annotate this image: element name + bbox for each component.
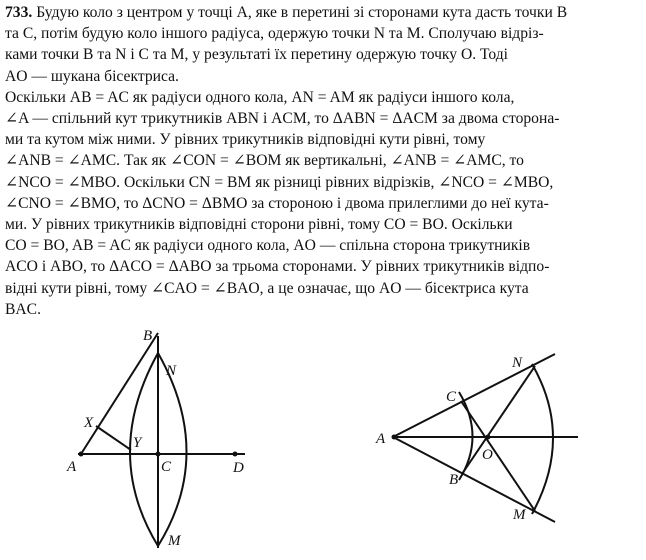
point-o <box>486 435 491 440</box>
text-line-7: ми та кутом між ними. У рівних трикутників відповідні кути рівні, тому <box>5 131 486 149</box>
problem-number: 733. <box>5 4 33 21</box>
label-b-left: B <box>143 328 153 344</box>
label-m-left: M <box>168 533 181 549</box>
text-line-15: BAC. <box>5 300 41 318</box>
figure-right <box>360 345 646 525</box>
text-line-5: Оскільки AB = AC як радіуси одного кола, AN = AM як радіуси іншого кола, <box>5 88 515 106</box>
label-n-left: N <box>166 363 177 379</box>
text-line-1: 733. Будую коло з центром у точці A, яке в перетині зі сторонами кута дасть точки B <box>5 4 568 21</box>
text-line-10: ∠CNO = ∠BMO, то ΔCNO = ΔBMO за стороною і двома прилеглими до неї кута- <box>5 194 549 212</box>
text-line-13: ACO і ABO, то ΔACO = ΔABO за трьома сторонами. У рівних трикутників відпо- <box>5 258 550 276</box>
arc-right <box>158 353 187 546</box>
label-d: D <box>233 460 244 476</box>
line-ab <box>81 333 158 454</box>
label-a-left: A <box>67 459 77 475</box>
line-xy <box>96 426 131 450</box>
ray-an <box>393 354 555 437</box>
label-x: X <box>84 415 94 431</box>
point-d <box>233 452 238 457</box>
ray-am <box>393 437 555 522</box>
label-c-right: C <box>446 389 457 405</box>
point-c-left <box>156 452 161 457</box>
segment-cm <box>461 401 535 511</box>
text-line-3: ками точки B та N і C та M, у результаті їх перетину одержую точку O. Тоді <box>5 46 509 64</box>
text-line-12: CO = BO, AB = AC як радіуси одного кола, AO — спільна сторона трикутників <box>5 237 531 255</box>
arc-large <box>532 364 553 514</box>
point-a-left <box>79 452 84 457</box>
text-line-9: ∠NCO = ∠MBO. Оскільки CN = BM як різниці рівних відрізків, ∠NCO = ∠MBO, <box>5 173 554 191</box>
label-a-right: A <box>376 431 386 447</box>
point-a-right <box>392 435 397 440</box>
label-m-right: M <box>513 507 526 523</box>
label-b-right: B <box>449 472 459 488</box>
text-line-14: відні кути рівні, тому ∠CAO = ∠BAO, а це означає, що AO — бісектриса кута <box>5 279 529 297</box>
text-line-4: AO — шукана бісектриса. <box>5 67 179 85</box>
text-line-6: ∠A — спільний кут трикутників ABN і ACM, то ΔABN = ΔACM за двома сторона- <box>5 110 560 128</box>
text-line-2: та C, потім будую коло іншого радіуса, одержую точки N та M. Сполучаю відріз- <box>5 25 544 43</box>
label-y: Y <box>133 435 142 451</box>
label-o: O <box>482 447 493 463</box>
label-c-left: C <box>161 459 172 475</box>
solution-text <box>5 2 641 320</box>
label-n-right: N <box>512 355 523 371</box>
figure-left <box>0 320 270 555</box>
text-line-11: ми. У рівних трикутників відповідні сторони рівні, тому CO = BO. Оскільки <box>5 216 513 234</box>
text-line-8: ∠ANB = ∠AMC. Так як ∠CON = ∠BOM як вертикальні, ∠ANB = ∠AMC, то <box>5 152 524 170</box>
